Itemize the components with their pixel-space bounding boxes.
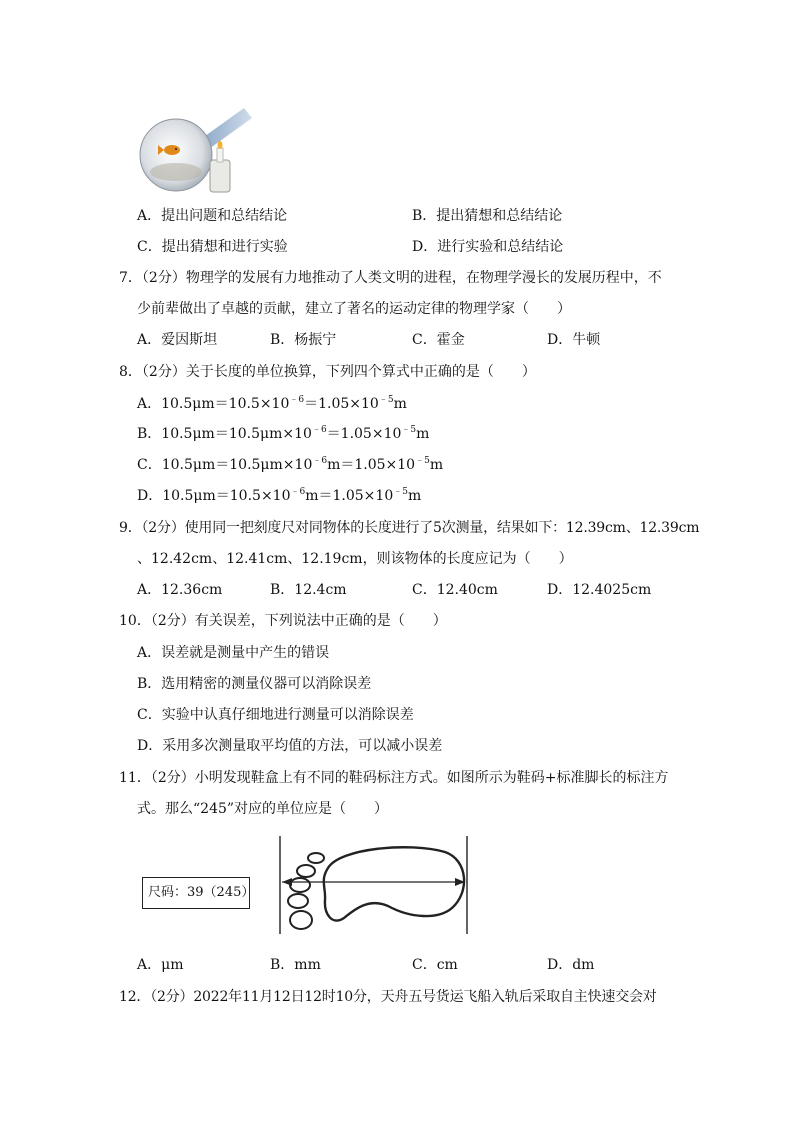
q9-option-c[interactable]: C．12.40cm [412, 582, 498, 598]
q9-stem-line2: 、12.42cm、12.41cm、12.19cm，则该物体的长度应记为（ ） [137, 551, 573, 567]
q8-c-unit: m [429, 457, 444, 473]
q9-option-a[interactable]: A．12.36cm [137, 582, 223, 598]
q11-stem-line2: 式。那么“245”对应的单位应是（ ） [137, 801, 389, 817]
q8-c-part2: m＝1.05×10 [327, 457, 416, 473]
q8-stem: 8．（2分）关于长度的单位换算，下列四个算式中正确的是（ ） [119, 364, 536, 380]
q7-option-a[interactable]: A．爱因斯坦 [137, 332, 218, 348]
q8-a-exp2: ﹣5 [378, 395, 394, 405]
q8-option-a[interactable] [137, 394, 407, 414]
q8-c-exp2: ﹣5 [415, 456, 430, 466]
q8-d-exp2: ﹣5 [393, 487, 408, 497]
q8-a-unit: m [393, 396, 407, 412]
shoe-size-label-box [142, 877, 255, 909]
q11-option-b[interactable]: B．mm [270, 957, 321, 973]
q8-d-exp1: ﹣6 [290, 487, 306, 497]
q10-option-b[interactable]: B．选用精密的测量仪器可以消除误差 [137, 676, 372, 692]
goldfish-bowl-figure [136, 100, 256, 200]
q7-stem-line2: 少前辈做出了卓越的贡献，建立了著名的运动定律的物理学家（ ） [137, 301, 571, 317]
q8-b-exp1: ﹣6 [311, 425, 327, 435]
q6-option-c[interactable]: C．提出猜想和进行实验 [137, 239, 288, 255]
q11-option-a[interactable]: A．μm [137, 957, 184, 973]
q8-b-part1: B．10.5μm＝10.5μm×10 [137, 426, 312, 442]
q9-stem-line1: 9．（2分）使用同一把刻度尺对同物体的长度进行了5次测量，结果如下：12.39cm、12.39cm [119, 520, 700, 536]
q8-b-part2: ＝1.05×10 [326, 426, 402, 442]
q9-option-b[interactable]: B．12.4cm [270, 582, 347, 598]
q8-option-c[interactable] [137, 455, 443, 475]
q8-a-exp1: ﹣6 [289, 395, 305, 405]
q7-option-d[interactable]: D．牛顿 [547, 332, 601, 348]
q7-option-b[interactable]: B．杨振宁 [270, 332, 337, 348]
q9-option-d[interactable]: D．12.4025cm [547, 582, 652, 598]
q11-option-c[interactable]: C．cm [412, 957, 458, 973]
q8-a-part2: ＝1.05×10 [304, 396, 379, 412]
q8-d-part1: D．10.5μm＝10.5×10 [137, 488, 291, 504]
q8-b-unit: m [416, 426, 430, 442]
q7-option-c[interactable]: C．霍金 [412, 332, 465, 348]
q8-c-exp1: ﹣6 [312, 456, 328, 466]
q6-option-b[interactable]: B．提出猜想和总结结论 [412, 208, 563, 224]
q10-stem: 10．（2分）有关误差，下列说法中正确的是（ ） [119, 613, 447, 629]
q10-option-d[interactable]: D．采用多次测量取平均值的方法，可以减小误差 [137, 738, 443, 754]
q8-a-part1: A．10.5μm＝10.5×10 [137, 396, 290, 412]
q6-option-a[interactable]: A．提出问题和总结结论 [137, 208, 288, 224]
q12-stem-line1: 12．（2分）2022年11月12日12时10分，天舟五号货运飞船入轨后采取自主快速交会对 [119, 989, 657, 1005]
q8-option-b[interactable] [137, 424, 429, 444]
q8-option-d[interactable] [137, 486, 421, 506]
q10-option-a[interactable]: A．误差就是测量中产生的错误 [137, 645, 330, 661]
footprint-figure [270, 834, 480, 936]
q11-stem-line1: 11．（2分）小明发现鞋盒上有不同的鞋码标注方式。如图所示为鞋码+标准脚长的标注方 [119, 770, 669, 786]
q8-b-exp2: ﹣5 [401, 425, 417, 435]
q8-c-part1: C．10.5μm＝10.5μm×10 [137, 457, 313, 473]
q7-stem-line1: 7．（2分）物理学的发展有力地推动了人类文明的进程，在物理学漫长的发展历程中，不 [119, 270, 662, 286]
q10-option-c[interactable]: C．实验中认真仔细地进行测量可以消除误差 [137, 707, 414, 723]
shoe-size-label-text: 尺码：39（245） [148, 885, 255, 900]
q8-d-part2: m＝1.05×10 [305, 488, 394, 504]
q8-d-unit: m [407, 488, 422, 504]
q6-option-d[interactable]: D．进行实验和总结结论 [412, 239, 564, 255]
q11-option-d[interactable]: D．dm [547, 957, 595, 973]
